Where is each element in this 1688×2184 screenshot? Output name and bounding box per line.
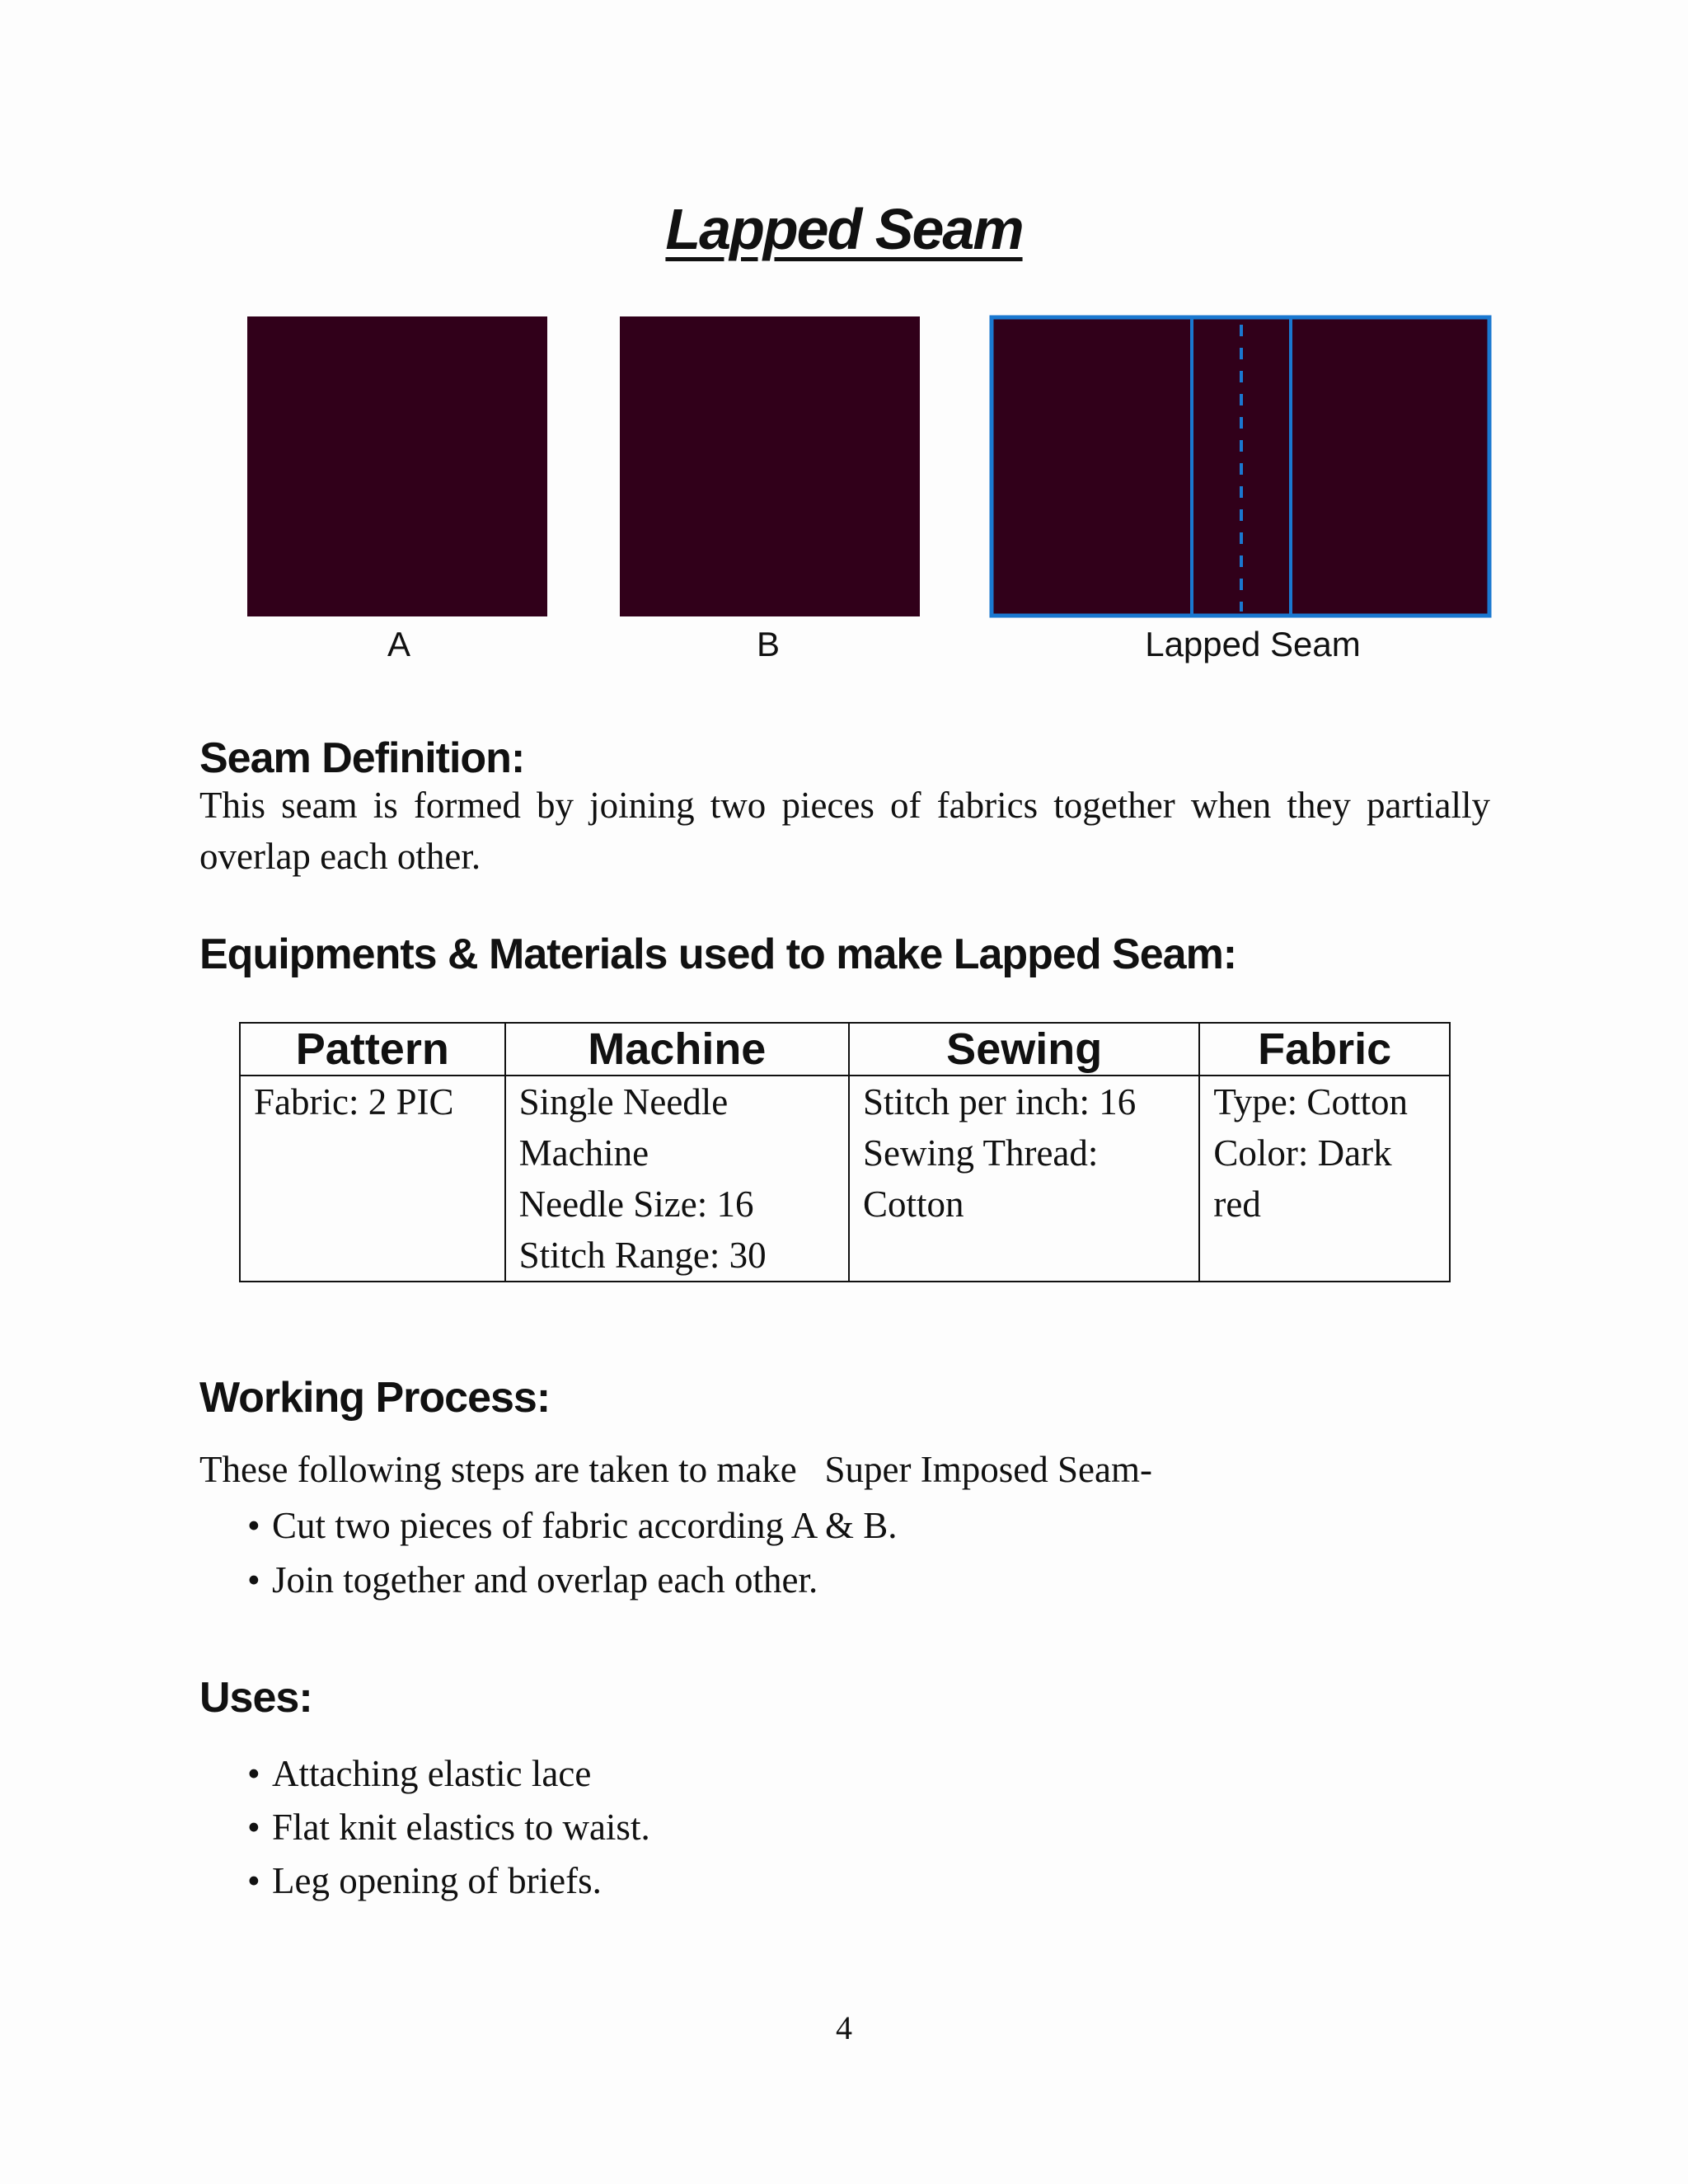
header-machine: Machine: [505, 1023, 849, 1076]
cell-line: Single Needle: [518, 1081, 729, 1122]
page-title: Lapped Seam: [665, 197, 1023, 261]
use-text: Leg opening of briefs.: [272, 1860, 602, 1901]
uses-heading: Uses:: [199, 1674, 312, 1722]
cell-line: Stitch Range: 30: [518, 1235, 767, 1276]
list-item: [247, 1553, 898, 1607]
process-intro: These following steps are taken to make Super Imposed Seam-: [199, 1449, 1152, 1490]
cell-line: Type: Cotton: [1213, 1081, 1408, 1122]
header-pattern: Pattern: [240, 1023, 505, 1076]
header-sewing: Sewing: [849, 1023, 1199, 1076]
fabric-piece-a: [247, 316, 547, 616]
cell-line: Needle Size: 16: [518, 1183, 754, 1225]
page-number: 4: [836, 2009, 852, 2046]
list-item: [247, 1801, 650, 1854]
cell-line: Sewing Thread:: [863, 1132, 1099, 1174]
header-fabric: Fabric: [1199, 1023, 1450, 1076]
bullet-icon: •: [247, 1559, 260, 1601]
bullet-icon: •: [247, 1807, 260, 1848]
cell-line: Machine: [518, 1132, 649, 1174]
process-steps: [247, 1498, 898, 1607]
bullet-icon: •: [247, 1753, 260, 1794]
cell-line: Stitch per inch: 16: [863, 1081, 1137, 1122]
step-text: Join together and overlap each other.: [272, 1559, 818, 1601]
process-heading: Working Process:: [199, 1374, 551, 1422]
cell-fabric: [1199, 1076, 1450, 1282]
fabric-piece-b: [620, 316, 920, 616]
list-item: [247, 1854, 650, 1908]
bullet-icon: •: [247, 1860, 260, 1901]
cell-machine: [505, 1076, 849, 1282]
equipment-heading: Equipments & Materials used to make Lapped Seam:: [199, 930, 1237, 978]
equipment-table: [239, 1022, 1451, 1282]
uses-list: [247, 1747, 650, 1908]
lapped-seam-figure: [989, 315, 1493, 618]
figure-label-lapped-seam: Lapped Seam: [1145, 625, 1361, 663]
cell-sewing: [849, 1076, 1199, 1282]
use-text: Flat knit elastics to waist.: [272, 1807, 650, 1848]
cell-pattern: [240, 1076, 505, 1282]
cell-line: red: [1213, 1183, 1261, 1225]
list-item: [247, 1498, 898, 1553]
definition-heading: Seam Definition:: [199, 734, 525, 782]
cell-line: Color: Dark: [1213, 1132, 1392, 1174]
bullet-icon: •: [247, 1505, 260, 1546]
table-row: [240, 1076, 1450, 1282]
cell-line: Fabric: 2 PIC: [254, 1081, 454, 1122]
figure-label-a: A: [387, 625, 410, 663]
table-header-row: [240, 1023, 1450, 1076]
cell-line: Cotton: [863, 1183, 964, 1225]
list-item: [247, 1747, 650, 1801]
step-text: Cut two pieces of fabric according A & B.: [272, 1505, 898, 1546]
use-text: Attaching elastic lace: [272, 1753, 592, 1794]
figure-label-b: B: [756, 625, 780, 663]
definition-text: This seam is formed by joining two pieces of fabrics together when they partially overlap each other.: [199, 785, 1490, 877]
